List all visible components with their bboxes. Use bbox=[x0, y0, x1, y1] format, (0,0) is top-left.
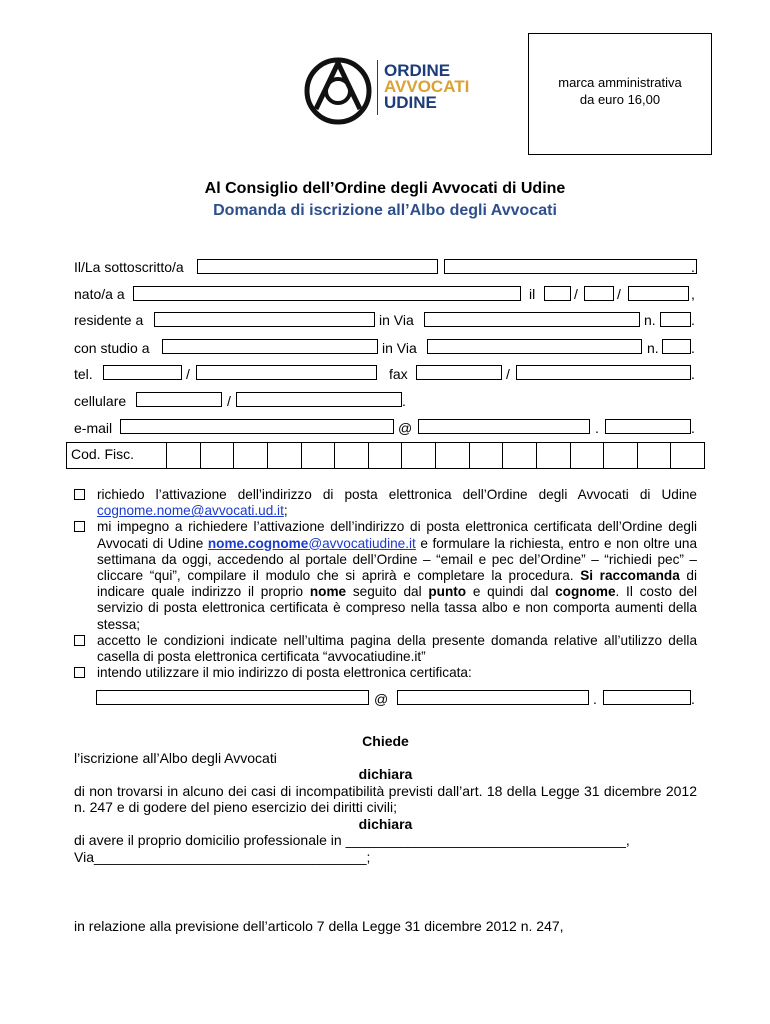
logo-text bbox=[384, 63, 469, 111]
cf-cell[interactable] bbox=[537, 443, 571, 468]
relazione-text: in relazione alla previsione dell’articolo 7 della Legge 31 dicembre 2012 n. 247, bbox=[74, 918, 564, 934]
chiede-heading: Chiede bbox=[362, 733, 409, 749]
option-text-bold: cognome bbox=[555, 584, 616, 600]
label-n: n. bbox=[644, 312, 656, 328]
option-text: mi impegno a richiedere l’attivazione dell’indirizzo di posta elettronica certificata dell’Ordine degli Avvocati di Udine bbox=[97, 519, 697, 551]
via-text: Via___________________________________; bbox=[74, 848, 371, 865]
residence-street-field[interactable] bbox=[424, 312, 640, 327]
residence-city-field[interactable] bbox=[154, 312, 375, 327]
label-email: e-mail bbox=[74, 420, 113, 436]
label-nato: nato/a a bbox=[74, 286, 125, 302]
checkbox[interactable] bbox=[74, 635, 85, 646]
dot: . bbox=[691, 312, 695, 328]
stamp-line2: da euro 16,00 bbox=[579, 92, 661, 107]
dot: . bbox=[691, 366, 695, 382]
slash: / bbox=[574, 286, 578, 302]
option-text-bold: nome bbox=[309, 584, 347, 600]
at-sign: @ bbox=[398, 420, 413, 436]
label-il: il bbox=[529, 286, 536, 302]
slash: / bbox=[227, 393, 231, 409]
request-section bbox=[74, 733, 697, 865]
label-cellulare: cellulare bbox=[74, 393, 127, 409]
cf-cell[interactable] bbox=[470, 443, 504, 468]
comma: , bbox=[691, 286, 695, 302]
email-domain-field[interactable] bbox=[418, 419, 590, 434]
tel-number-field[interactable] bbox=[196, 365, 377, 380]
surname-field[interactable] bbox=[197, 259, 438, 274]
fax-number-field[interactable] bbox=[516, 365, 691, 380]
cf-cell[interactable] bbox=[201, 443, 235, 468]
pec-link-domain[interactable]: @avvocatiudine.it bbox=[308, 535, 416, 551]
option-pec-certificata bbox=[74, 519, 697, 632]
page-title: Al Consiglio dell’Ordine degli Avvocati di Udine bbox=[204, 180, 566, 197]
dot: . bbox=[402, 393, 406, 409]
fax-prefix-field[interactable] bbox=[416, 365, 502, 380]
logo-divider bbox=[377, 60, 378, 115]
cf-cell[interactable] bbox=[436, 443, 470, 468]
label-n: n. bbox=[647, 340, 659, 356]
option-text-bold: Si raccomanda bbox=[580, 568, 680, 584]
logo-avvocati: AVVOCATI bbox=[384, 77, 470, 96]
cf-label: Cod. Fisc. bbox=[67, 443, 167, 468]
own-pec-tld-field[interactable] bbox=[603, 690, 691, 705]
birthplace-field[interactable] bbox=[133, 286, 521, 301]
mobile-number-field[interactable] bbox=[236, 392, 402, 407]
option-text: di indicare quale indirizzo il proprio bbox=[97, 568, 697, 600]
logo-ordine: ORDINE bbox=[384, 61, 451, 80]
slash: / bbox=[506, 366, 510, 382]
dichiara-heading: dichiara bbox=[358, 766, 413, 782]
dot: . bbox=[691, 420, 695, 436]
cf-cell[interactable] bbox=[234, 443, 268, 468]
label-tel: tel. bbox=[74, 366, 93, 382]
dot: . bbox=[691, 340, 695, 356]
label-fax: fax bbox=[389, 366, 408, 382]
codice-fiscale-table bbox=[66, 442, 705, 469]
own-pec-domain-field[interactable] bbox=[397, 690, 589, 705]
pec-link-name[interactable]: nome.cognome bbox=[207, 535, 309, 551]
slash: / bbox=[186, 366, 190, 382]
mobile-prefix-field[interactable] bbox=[136, 392, 222, 407]
email-link[interactable]: cognome.nome@avvocati.ud.it bbox=[97, 503, 284, 519]
cf-cell[interactable] bbox=[167, 443, 201, 468]
office-city-field[interactable] bbox=[162, 339, 378, 354]
cf-cell[interactable] bbox=[402, 443, 436, 468]
option-text: richiedo l’attivazione dell’indirizzo di posta elettronica dell’Ordine degli Avvocati di Udine bbox=[97, 487, 697, 502]
domicile-text: di avere il proprio domicilio professionale in ____________________________________, bbox=[74, 832, 630, 848]
ordine-emblem-icon bbox=[302, 55, 374, 127]
option-text: . Il costo del servizio di posta elettronica certificata è compreso nella tassa albo e non comporta aumenti della stessa; bbox=[97, 584, 697, 632]
option-own-pec bbox=[74, 665, 697, 681]
birth-month-field[interactable] bbox=[584, 286, 614, 301]
name-field[interactable] bbox=[444, 259, 697, 274]
dot: . bbox=[691, 259, 695, 275]
option-text: e quindi dal bbox=[466, 584, 556, 600]
residence-number-field[interactable] bbox=[660, 312, 691, 327]
option-accetto bbox=[74, 633, 697, 665]
option-text: intendo utilizzare il mio indirizzo di posta elettronica certificata: bbox=[97, 665, 472, 681]
option-text: e formulare la richiesta, entro e non oltre una settimana da oggi, accedendo al portale dell’Ordine – “email e pec del’Ordine” – “richiedi pec” – cliccare “qui”, compilare il modulo che si aprirà e completare la procedura. bbox=[97, 535, 697, 584]
options-list bbox=[74, 487, 697, 681]
label-studio: con studio a bbox=[74, 340, 150, 356]
cf-cell[interactable] bbox=[571, 443, 605, 468]
label-in-via: in Via bbox=[379, 312, 414, 328]
cf-cell[interactable] bbox=[503, 443, 537, 468]
cf-cell[interactable] bbox=[671, 443, 704, 468]
office-street-field[interactable] bbox=[427, 339, 642, 354]
logo-udine: UDINE bbox=[384, 93, 437, 112]
incompatibility-text: di non trovarsi in alcuno dei casi di incompatibilità previsti dall’art. 18 della Legge 31 dicembre 2012 n. 247 e di godere del pieno esercizio dei diritti civili; bbox=[74, 782, 697, 815]
cf-cell[interactable] bbox=[268, 443, 302, 468]
option-text: ; bbox=[283, 503, 288, 519]
label-in-via: in Via bbox=[382, 340, 417, 356]
office-number-field[interactable] bbox=[662, 339, 691, 354]
checkbox[interactable] bbox=[74, 667, 85, 678]
birth-year-field[interactable] bbox=[628, 286, 689, 301]
checkbox[interactable] bbox=[74, 489, 85, 500]
own-pec-user-field[interactable] bbox=[96, 690, 369, 705]
page-subtitle: Domanda di iscrizione all’Albo degli Avvocati bbox=[213, 202, 557, 219]
cf-cell[interactable] bbox=[302, 443, 336, 468]
cf-cell[interactable] bbox=[638, 443, 672, 468]
checkbox[interactable] bbox=[74, 521, 85, 532]
email-tld-field[interactable] bbox=[605, 419, 691, 434]
dichiara-heading: dichiara bbox=[358, 815, 413, 832]
ordine-logo bbox=[302, 55, 374, 127]
email-user-field[interactable] bbox=[120, 419, 394, 434]
birth-day-field[interactable] bbox=[544, 286, 571, 301]
dot: . bbox=[691, 691, 695, 707]
revenue-stamp-box bbox=[528, 33, 712, 155]
cf-cell[interactable] bbox=[604, 443, 638, 468]
at-sign: @ bbox=[374, 691, 389, 707]
option-text: seguito dal bbox=[346, 584, 429, 600]
label-sottoscritto: Il/La sottoscritto/a bbox=[74, 259, 184, 275]
iscrizione-text: l’iscrizione all’Albo degli Avvocati bbox=[74, 749, 277, 766]
dot: . bbox=[593, 691, 597, 707]
cf-cell[interactable] bbox=[335, 443, 369, 468]
option-text-bold: punto bbox=[428, 584, 467, 600]
stamp-line1: marca amministrativa bbox=[558, 75, 682, 90]
dot: . bbox=[595, 420, 599, 436]
option-pec-ordine bbox=[74, 487, 697, 519]
label-residente: residente a bbox=[74, 312, 144, 328]
cf-cell[interactable] bbox=[369, 443, 403, 468]
slash: / bbox=[617, 286, 621, 302]
tel-prefix-field[interactable] bbox=[103, 365, 182, 380]
option-text: accetto le condizioni indicate nell’ultima pagina della presente domanda relative all’utilizzo della casella di posta elettronica certificata “avvocatiudine.it” bbox=[97, 632, 697, 665]
